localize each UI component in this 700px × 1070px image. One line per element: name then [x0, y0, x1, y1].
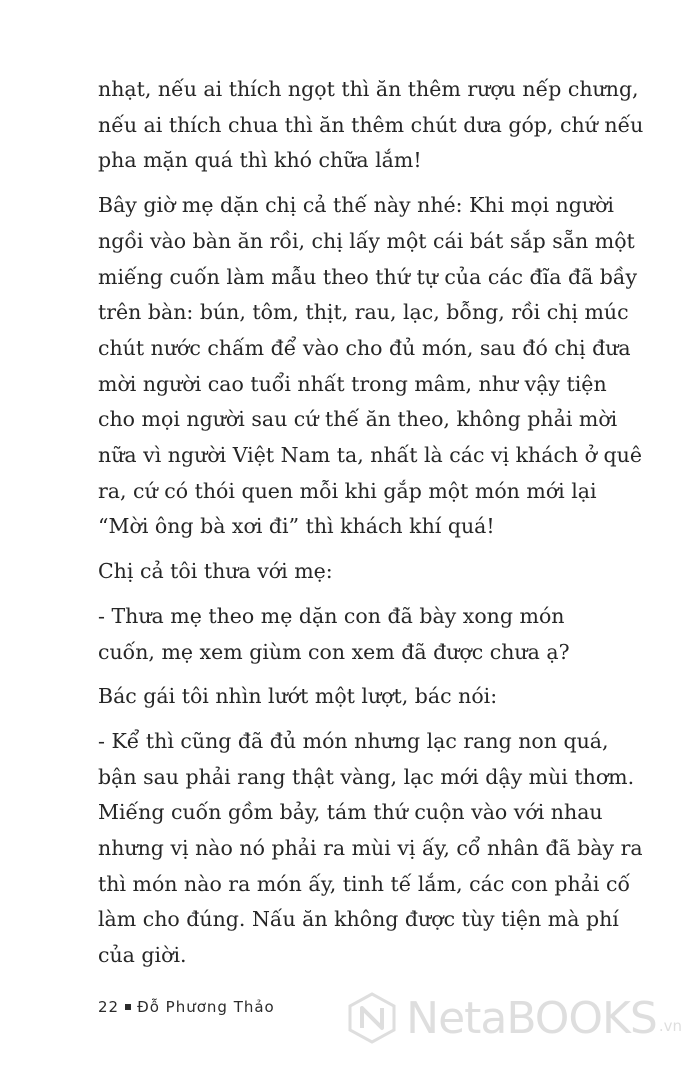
watermark-suffix: .vn: [658, 1017, 682, 1035]
text-line: Miếng cuốn gồm bảy, tám thứ cuộn vào với nhau: [98, 800, 603, 825]
text-line: Bây giờ mẹ dặn chị cả thế này nhé: Khi mọi người: [98, 193, 614, 218]
paragraph: [98, 724, 643, 974]
text-line: Bác gái tôi nhìn lướt một lượt, bác nói:: [98, 684, 498, 709]
neta-logo-icon: [346, 992, 398, 1044]
text-line: trên bàn: bún, tôm, thịt, rau, lạc, bỗng, rồi chị múc: [98, 300, 629, 325]
paragraph-gap: [98, 715, 618, 724]
bullet-separator: [125, 1004, 131, 1010]
text-line: nhạt, nếu ai thích ngọt thì ăn thêm rượu nếp chưng,: [98, 77, 639, 101]
paragraph: [98, 679, 618, 715]
text-line: nhưng vị nào nó phải ra mùi vị ấy, cổ nhân đã bày ra: [98, 836, 643, 861]
text-line: chút nước chấm để vào cho đủ món, sau đó chị đưa: [98, 335, 631, 360]
text-line: cuốn, mẹ xem giùm con xem đã được chưa ạ?: [98, 639, 570, 664]
text-line: ra, cứ có thói quen mỗi khi gắp một món mới lại: [98, 478, 597, 503]
text-line: miếng cuốn làm mẫu theo thứ tự của các đĩa đã bầy: [98, 264, 638, 289]
text-line: “Mời ông bà xơi đi” thì khách khí quá!: [98, 514, 495, 539]
text-line: mời người cao tuổi nhất trong mâm, như vậy tiện: [98, 371, 607, 396]
text-line: cho mọi người sau cứ thế ăn theo, không phải mời: [98, 407, 618, 432]
paragraph-gap: [98, 179, 618, 188]
text-line: ngồi vào bàn ăn rồi, chị lấy một cái bát sắp sẵn một: [98, 228, 635, 253]
paragraph-gap: [98, 670, 618, 679]
text-line: của giời.: [98, 943, 187, 968]
text-line: Chị cả tôi thưa với mẹ:: [98, 559, 333, 584]
paragraph-gap: [98, 545, 618, 554]
text-line: làm cho đúng. Nấu ăn không được tùy tiện mà phí: [98, 907, 619, 932]
author-name: Đỗ Phương Thảo: [137, 998, 275, 1016]
page-number: 22: [98, 998, 120, 1016]
page-footer: [98, 998, 275, 1016]
watermark-brand: NetaBOOKS: [406, 992, 657, 1044]
watermark: [346, 992, 682, 1044]
paragraph: [98, 599, 618, 670]
paragraph: [98, 188, 642, 545]
text-line: thì món nào ra món ấy, tinh tế lắm, các con phải cố: [98, 871, 631, 896]
text-line: nữa vì người Việt Nam ta, nhất là các vị khách ở quê: [98, 443, 642, 468]
paragraph: [98, 554, 618, 590]
text-line: pha mặn quá thì khó chữa lắm!: [98, 148, 422, 173]
paragraph-gap: [98, 590, 618, 599]
text-line: bận sau phải rang thật vàng, lạc mới dậy mùi thơm.: [98, 764, 635, 789]
paragraph: [98, 72, 644, 179]
text-line: nếu ai thích chua thì ăn thêm chút dưa góp, chứ nếu: [98, 112, 644, 137]
text-line: - Thưa mẹ theo mẹ dặn con đã bày xong món: [98, 603, 565, 628]
body-text: [98, 72, 644, 974]
text-line: - Kể thì cũng đã đủ món nhưng lạc rang non quá,: [98, 728, 609, 753]
